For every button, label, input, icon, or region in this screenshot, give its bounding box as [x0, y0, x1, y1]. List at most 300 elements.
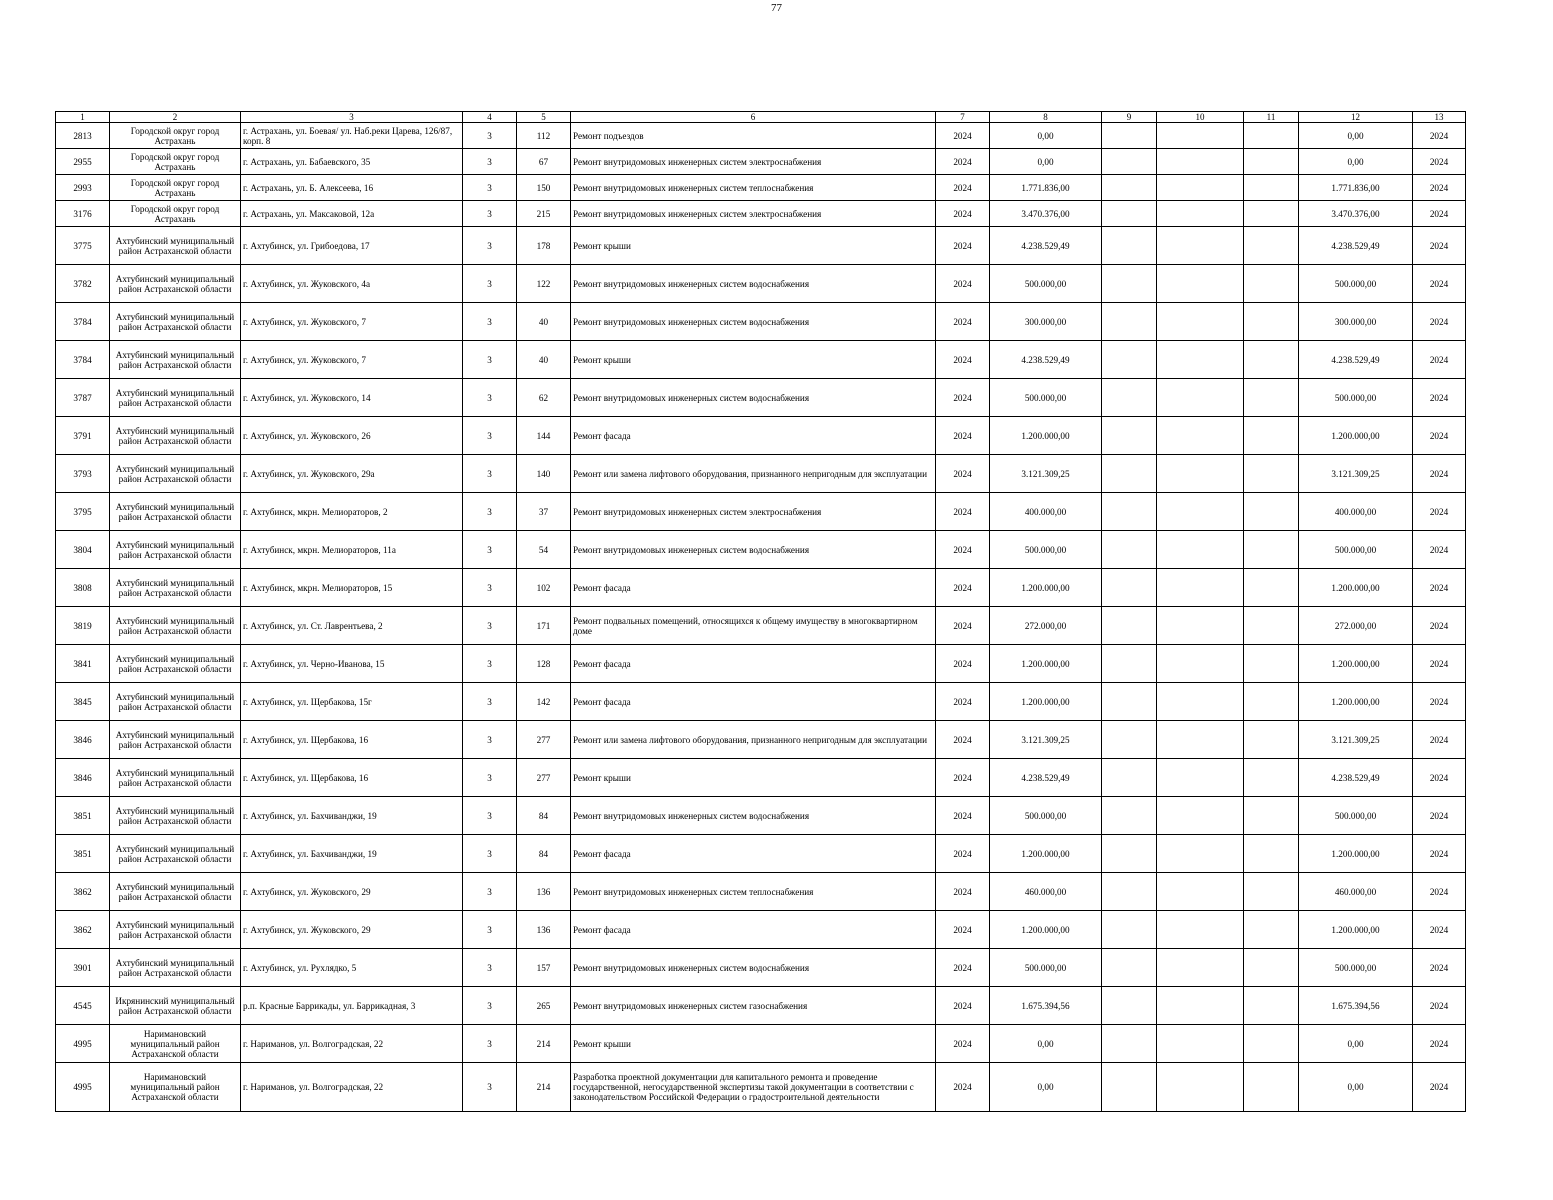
cell-cost: 0,00 — [990, 149, 1102, 175]
cell-completion-year: 2024 — [1413, 175, 1466, 201]
cell-col11 — [1244, 607, 1299, 645]
column-header: 5 — [517, 112, 571, 123]
table-row — [56, 949, 1466, 987]
cell-col9 — [1102, 455, 1157, 493]
cell-completion-year: 2024 — [1413, 797, 1466, 835]
cell-total: 400.000,00 — [1299, 493, 1413, 531]
cell-col5: 265 — [517, 987, 571, 1025]
cell-col9 — [1102, 797, 1157, 835]
cell-cost: 3.470.376,00 — [990, 201, 1102, 227]
cell-year: 2024 — [936, 123, 990, 149]
cell-col11 — [1244, 721, 1299, 759]
cell-total: 500.000,00 — [1299, 949, 1413, 987]
cell-col10 — [1157, 123, 1244, 149]
cell-year: 2024 — [936, 303, 990, 341]
cell-total: 460.000,00 — [1299, 873, 1413, 911]
cell-work-type: Ремонт крыши — [571, 1025, 936, 1063]
cell-cost: 460.000,00 — [990, 873, 1102, 911]
cell-total: 3.121.309,25 — [1299, 455, 1413, 493]
cell-col9 — [1102, 303, 1157, 341]
cell-col10 — [1157, 265, 1244, 303]
cell-work-type: Ремонт внутридомовых инженерных систем водоснабжения — [571, 531, 936, 569]
cell-col4: 3 — [463, 303, 517, 341]
cell-col4: 3 — [463, 1025, 517, 1063]
cell-cost: 4.238.529,49 — [990, 759, 1102, 797]
table-row — [56, 607, 1466, 645]
cell-year: 2024 — [936, 683, 990, 721]
cell-year: 2024 — [936, 201, 990, 227]
cell-year: 2024 — [936, 493, 990, 531]
cell-work-type: Ремонт внутридомовых инженерных систем теплоснабжения — [571, 175, 936, 201]
cell-id: 3808 — [56, 569, 110, 607]
cell-col4: 3 — [463, 227, 517, 265]
cell-total: 1.200.000,00 — [1299, 417, 1413, 455]
cell-id: 3782 — [56, 265, 110, 303]
cell-col10 — [1157, 759, 1244, 797]
cell-completion-year: 2024 — [1413, 1063, 1466, 1112]
cell-total: 0,00 — [1299, 1025, 1413, 1063]
cell-total: 500.000,00 — [1299, 531, 1413, 569]
cell-col4: 3 — [463, 455, 517, 493]
cell-col9 — [1102, 645, 1157, 683]
cell-work-type: Ремонт внутридомовых инженерных систем водоснабжения — [571, 303, 936, 341]
cell-col5: 215 — [517, 201, 571, 227]
table-body — [56, 123, 1466, 1112]
cell-cost: 1.200.000,00 — [990, 645, 1102, 683]
cell-col5: 142 — [517, 683, 571, 721]
column-header: 1 — [56, 112, 110, 123]
cell-col11 — [1244, 149, 1299, 175]
cell-total: 1.200.000,00 — [1299, 835, 1413, 873]
table-row — [56, 303, 1466, 341]
cell-address: г. Ахтубинск, ул. Жуковского, 7 — [241, 303, 463, 341]
cell-year: 2024 — [936, 949, 990, 987]
cell-completion-year: 2024 — [1413, 607, 1466, 645]
cell-id: 3176 — [56, 201, 110, 227]
column-header: 4 — [463, 112, 517, 123]
cell-id: 3804 — [56, 531, 110, 569]
cell-year: 2024 — [936, 987, 990, 1025]
cell-year: 2024 — [936, 341, 990, 379]
cell-work-type: Ремонт внутридомовых инженерных систем газоснабжения — [571, 987, 936, 1025]
cell-col11 — [1244, 227, 1299, 265]
cell-total: 0,00 — [1299, 123, 1413, 149]
cell-municipality: Ахтубинский муниципальный район Астраханской области — [110, 379, 241, 417]
header-row — [56, 112, 1466, 123]
table-row — [56, 835, 1466, 873]
page-number: 77 — [771, 2, 782, 14]
capital-repair-table — [55, 111, 1466, 1112]
cell-col5: 178 — [517, 227, 571, 265]
cell-col4: 3 — [463, 417, 517, 455]
cell-col10 — [1157, 379, 1244, 417]
cell-total: 1.200.000,00 — [1299, 569, 1413, 607]
cell-id: 4995 — [56, 1025, 110, 1063]
cell-work-type: Ремонт внутридомовых инженерных систем электроснабжения — [571, 493, 936, 531]
cell-work-type: Ремонт внутридомовых инженерных систем теплоснабжения — [571, 873, 936, 911]
cell-total: 4.238.529,49 — [1299, 759, 1413, 797]
cell-col11 — [1244, 201, 1299, 227]
cell-id: 4545 — [56, 987, 110, 1025]
cell-municipality: Ахтубинский муниципальный район Астраханской области — [110, 341, 241, 379]
cell-work-type: Ремонт внутридомовых инженерных систем водоснабжения — [571, 797, 936, 835]
cell-cost: 1.200.000,00 — [990, 835, 1102, 873]
cell-year: 2024 — [936, 759, 990, 797]
cell-address: г. Ахтубинск, ул. Жуковского, 4а — [241, 265, 463, 303]
cell-work-type: Ремонт фасада — [571, 645, 936, 683]
cell-work-type: Ремонт фасада — [571, 569, 936, 607]
cell-id: 3775 — [56, 227, 110, 265]
table-row — [56, 683, 1466, 721]
cell-col5: 102 — [517, 569, 571, 607]
cell-col9 — [1102, 175, 1157, 201]
cell-col10 — [1157, 201, 1244, 227]
cell-total: 4.238.529,49 — [1299, 341, 1413, 379]
cell-year: 2024 — [936, 645, 990, 683]
cell-col4: 3 — [463, 569, 517, 607]
cell-completion-year: 2024 — [1413, 417, 1466, 455]
cell-total: 300.000,00 — [1299, 303, 1413, 341]
cell-municipality: Ахтубинский муниципальный район Астраханской области — [110, 227, 241, 265]
cell-col11 — [1244, 911, 1299, 949]
cell-total: 1.771.836,00 — [1299, 175, 1413, 201]
cell-col10 — [1157, 227, 1244, 265]
cell-completion-year: 2024 — [1413, 645, 1466, 683]
cell-col5: 40 — [517, 341, 571, 379]
cell-address: г. Ахтубинск, мкрн. Мелиораторов, 15 — [241, 569, 463, 607]
cell-address: г. Ахтубинск, ул. Жуковского, 26 — [241, 417, 463, 455]
cell-cost: 1.675.394,56 — [990, 987, 1102, 1025]
cell-col11 — [1244, 987, 1299, 1025]
table-row — [56, 123, 1466, 149]
table-row — [56, 569, 1466, 607]
column-header: 11 — [1244, 112, 1299, 123]
cell-cost: 500.000,00 — [990, 265, 1102, 303]
cell-cost: 3.121.309,25 — [990, 455, 1102, 493]
cell-col9 — [1102, 379, 1157, 417]
cell-col9 — [1102, 227, 1157, 265]
cell-cost: 500.000,00 — [990, 949, 1102, 987]
cell-address: г. Ахтубинск, ул. Жуковского, 29 — [241, 911, 463, 949]
cell-total: 0,00 — [1299, 1063, 1413, 1112]
cell-col4: 3 — [463, 493, 517, 531]
cell-col5: 171 — [517, 607, 571, 645]
cell-municipality: Городской округ город Астрахань — [110, 175, 241, 201]
cell-year: 2024 — [936, 911, 990, 949]
cell-col9 — [1102, 835, 1157, 873]
cell-col10 — [1157, 645, 1244, 683]
cell-col4: 3 — [463, 201, 517, 227]
cell-id: 3784 — [56, 303, 110, 341]
cell-col4: 3 — [463, 721, 517, 759]
cell-completion-year: 2024 — [1413, 835, 1466, 873]
table-row — [56, 759, 1466, 797]
cell-col9 — [1102, 149, 1157, 175]
cell-col11 — [1244, 175, 1299, 201]
cell-completion-year: 2024 — [1413, 201, 1466, 227]
cell-municipality: Ахтубинский муниципальный район Астраханской области — [110, 759, 241, 797]
cell-address: г. Ахтубинск, ул. Грибоедова, 17 — [241, 227, 463, 265]
cell-id: 3793 — [56, 455, 110, 493]
cell-completion-year: 2024 — [1413, 531, 1466, 569]
cell-cost: 500.000,00 — [990, 531, 1102, 569]
cell-col11 — [1244, 493, 1299, 531]
cell-municipality: Ахтубинский муниципальный район Астраханской области — [110, 303, 241, 341]
table-row — [56, 797, 1466, 835]
cell-year: 2024 — [936, 873, 990, 911]
cell-col5: 136 — [517, 911, 571, 949]
cell-col4: 3 — [463, 835, 517, 873]
cell-total: 3.121.309,25 — [1299, 721, 1413, 759]
cell-address: г. Ахтубинск, ул. Черно-Иванова, 15 — [241, 645, 463, 683]
table-row — [56, 873, 1466, 911]
cell-id: 4995 — [56, 1063, 110, 1112]
cell-work-type: Ремонт подъездов — [571, 123, 936, 149]
cell-municipality: Ахтубинский муниципальный район Астраханской области — [110, 265, 241, 303]
cell-col11 — [1244, 873, 1299, 911]
cell-id: 3795 — [56, 493, 110, 531]
column-header: 8 — [990, 112, 1102, 123]
cell-col9 — [1102, 265, 1157, 303]
cell-municipality: Ахтубинский муниципальный район Астраханской области — [110, 949, 241, 987]
cell-year: 2024 — [936, 835, 990, 873]
cell-col10 — [1157, 911, 1244, 949]
cell-cost: 0,00 — [990, 1063, 1102, 1112]
cell-id: 3851 — [56, 835, 110, 873]
cell-col9 — [1102, 1063, 1157, 1112]
cell-id: 3846 — [56, 759, 110, 797]
cell-id: 3841 — [56, 645, 110, 683]
cell-col4: 3 — [463, 531, 517, 569]
table-row — [56, 149, 1466, 175]
table-row — [56, 341, 1466, 379]
table-row — [56, 1063, 1466, 1112]
cell-col4: 3 — [463, 341, 517, 379]
cell-col4: 3 — [463, 123, 517, 149]
cell-col10 — [1157, 873, 1244, 911]
table-row — [56, 201, 1466, 227]
cell-municipality: Ахтубинский муниципальный район Астраханской области — [110, 645, 241, 683]
cell-col5: 277 — [517, 759, 571, 797]
cell-year: 2024 — [936, 455, 990, 493]
column-header: 12 — [1299, 112, 1413, 123]
cell-year: 2024 — [936, 265, 990, 303]
table-row — [56, 265, 1466, 303]
cell-work-type: Ремонт фасада — [571, 835, 936, 873]
cell-col9 — [1102, 873, 1157, 911]
cell-col11 — [1244, 759, 1299, 797]
cell-id: 3862 — [56, 873, 110, 911]
cell-work-type: Ремонт крыши — [571, 227, 936, 265]
cell-col10 — [1157, 797, 1244, 835]
cell-address: г. Ахтубинск, ул. Щербакова, 16 — [241, 721, 463, 759]
cell-col10 — [1157, 1025, 1244, 1063]
cell-col11 — [1244, 531, 1299, 569]
cell-year: 2024 — [936, 569, 990, 607]
cell-cost: 1.771.836,00 — [990, 175, 1102, 201]
cell-col4: 3 — [463, 149, 517, 175]
table-row — [56, 645, 1466, 683]
cell-col5: 277 — [517, 721, 571, 759]
cell-total: 0,00 — [1299, 149, 1413, 175]
cell-col10 — [1157, 835, 1244, 873]
cell-col9 — [1102, 911, 1157, 949]
table-row — [56, 911, 1466, 949]
cell-municipality: Ахтубинский муниципальный район Астраханской области — [110, 721, 241, 759]
cell-year: 2024 — [936, 379, 990, 417]
cell-work-type: Ремонт или замена лифтового оборудования, признанного непригодным для эксплуатации — [571, 721, 936, 759]
cell-id: 3846 — [56, 721, 110, 759]
cell-municipality: Городской округ город Астрахань — [110, 123, 241, 149]
cell-col5: 84 — [517, 797, 571, 835]
cell-work-type: Ремонт подвальных помещений, относящихся к общему имуществу в многоквартирном доме — [571, 607, 936, 645]
cell-col9 — [1102, 607, 1157, 645]
cell-cost: 0,00 — [990, 1025, 1102, 1063]
cell-col11 — [1244, 265, 1299, 303]
cell-address: г. Астрахань, ул. Боевая/ ул. Наб.реки Царева, 126/87, корп. 8 — [241, 123, 463, 149]
cell-completion-year: 2024 — [1413, 303, 1466, 341]
cell-total: 1.200.000,00 — [1299, 911, 1413, 949]
cell-col9 — [1102, 417, 1157, 455]
cell-col5: 144 — [517, 417, 571, 455]
cell-completion-year: 2024 — [1413, 721, 1466, 759]
cell-completion-year: 2024 — [1413, 341, 1466, 379]
table-row — [56, 227, 1466, 265]
table-row — [56, 493, 1466, 531]
cell-col11 — [1244, 379, 1299, 417]
cell-col9 — [1102, 949, 1157, 987]
cell-address: г. Астрахань, ул. Бабаевского, 35 — [241, 149, 463, 175]
cell-address: г. Астрахань, ул. Б. Алексеева, 16 — [241, 175, 463, 201]
cell-col4: 3 — [463, 607, 517, 645]
cell-cost: 500.000,00 — [990, 379, 1102, 417]
cell-total: 500.000,00 — [1299, 265, 1413, 303]
cell-year: 2024 — [936, 175, 990, 201]
cell-address: г. Нариманов, ул. Волгоградская, 22 — [241, 1063, 463, 1112]
cell-address: г. Ахтубинск, ул. Бахчиванджи, 19 — [241, 797, 463, 835]
cell-completion-year: 2024 — [1413, 493, 1466, 531]
cell-work-type: Ремонт внутридомовых инженерных систем электроснабжения — [571, 201, 936, 227]
cell-cost: 1.200.000,00 — [990, 683, 1102, 721]
cell-completion-year: 2024 — [1413, 987, 1466, 1025]
table-row — [56, 417, 1466, 455]
cell-work-type: Ремонт крыши — [571, 759, 936, 797]
cell-municipality: Ахтубинский муниципальный район Астраханской области — [110, 835, 241, 873]
cell-work-type: Ремонт фасада — [571, 683, 936, 721]
cell-address: г. Ахтубинск, ул. Бахчиванджи, 19 — [241, 835, 463, 873]
cell-col10 — [1157, 1063, 1244, 1112]
cell-col9 — [1102, 493, 1157, 531]
cell-col4: 3 — [463, 645, 517, 683]
cell-work-type: Ремонт внутридомовых инженерных систем водоснабжения — [571, 949, 936, 987]
cell-col5: 62 — [517, 379, 571, 417]
cell-cost: 300.000,00 — [990, 303, 1102, 341]
cell-completion-year: 2024 — [1413, 759, 1466, 797]
cell-cost: 4.238.529,49 — [990, 341, 1102, 379]
cell-col5: 112 — [517, 123, 571, 149]
cell-total: 1.200.000,00 — [1299, 683, 1413, 721]
cell-work-type: Ремонт крыши — [571, 341, 936, 379]
cell-year: 2024 — [936, 531, 990, 569]
cell-col9 — [1102, 123, 1157, 149]
column-header: 6 — [571, 112, 936, 123]
table-row — [56, 455, 1466, 493]
cell-col9 — [1102, 1025, 1157, 1063]
cell-col11 — [1244, 417, 1299, 455]
cell-address: г. Ахтубинск, ул. Ст. Лаврентьева, 2 — [241, 607, 463, 645]
cell-address: г. Ахтубинск, ул. Жуковского, 29 — [241, 873, 463, 911]
cell-cost: 0,00 — [990, 123, 1102, 149]
cell-municipality: Икрянинский муниципальный район Астраханской области — [110, 987, 241, 1025]
cell-completion-year: 2024 — [1413, 911, 1466, 949]
cell-col4: 3 — [463, 265, 517, 303]
cell-work-type: Ремонт внутридомовых инженерных систем водоснабжения — [571, 379, 936, 417]
cell-id: 3784 — [56, 341, 110, 379]
cell-id: 3845 — [56, 683, 110, 721]
table-row — [56, 721, 1466, 759]
cell-address: р.п. Красные Баррикады, ул. Баррикадная, 3 — [241, 987, 463, 1025]
cell-col10 — [1157, 683, 1244, 721]
cell-col10 — [1157, 303, 1244, 341]
cell-completion-year: 2024 — [1413, 149, 1466, 175]
cell-municipality: Ахтубинский муниципальный район Астраханской области — [110, 797, 241, 835]
cell-address: г. Ахтубинск, ул. Жуковского, 14 — [241, 379, 463, 417]
cell-col5: 40 — [517, 303, 571, 341]
cell-address: г. Ахтубинск, ул. Жуковского, 29а — [241, 455, 463, 493]
cell-col10 — [1157, 493, 1244, 531]
cell-year: 2024 — [936, 721, 990, 759]
cell-col5: 140 — [517, 455, 571, 493]
cell-address: г. Ахтубинск, ул. Жуковского, 7 — [241, 341, 463, 379]
cell-col5: 157 — [517, 949, 571, 987]
table-row — [56, 531, 1466, 569]
cell-col9 — [1102, 201, 1157, 227]
cell-completion-year: 2024 — [1413, 1025, 1466, 1063]
cell-address: г. Ахтубинск, мкрн. Мелиораторов, 11а — [241, 531, 463, 569]
cell-col10 — [1157, 607, 1244, 645]
cell-year: 2024 — [936, 797, 990, 835]
cell-col5: 150 — [517, 175, 571, 201]
cell-col11 — [1244, 645, 1299, 683]
cell-municipality: Ахтубинский муниципальный район Астраханской области — [110, 873, 241, 911]
cell-col4: 3 — [463, 797, 517, 835]
cell-total: 4.238.529,49 — [1299, 227, 1413, 265]
cell-completion-year: 2024 — [1413, 949, 1466, 987]
cell-work-type: Ремонт фасада — [571, 417, 936, 455]
cell-col5: 67 — [517, 149, 571, 175]
column-header: 10 — [1157, 112, 1244, 123]
table-row — [56, 175, 1466, 201]
cell-completion-year: 2024 — [1413, 265, 1466, 303]
cell-id: 3901 — [56, 949, 110, 987]
cell-total: 3.470.376,00 — [1299, 201, 1413, 227]
cell-col11 — [1244, 797, 1299, 835]
cell-municipality: Наримановский муниципальный район Астраханской области — [110, 1025, 241, 1063]
cell-col4: 3 — [463, 873, 517, 911]
cell-municipality: Ахтубинский муниципальный район Астраханской области — [110, 911, 241, 949]
cell-col5: 214 — [517, 1063, 571, 1112]
cell-col10 — [1157, 721, 1244, 759]
cell-address: г. Нариманов, ул. Волгоградская, 22 — [241, 1025, 463, 1063]
cell-col11 — [1244, 1063, 1299, 1112]
cell-col9 — [1102, 341, 1157, 379]
cell-col10 — [1157, 531, 1244, 569]
cell-col4: 3 — [463, 379, 517, 417]
cell-col9 — [1102, 759, 1157, 797]
cell-id: 3851 — [56, 797, 110, 835]
cell-completion-year: 2024 — [1413, 227, 1466, 265]
cell-col10 — [1157, 175, 1244, 201]
